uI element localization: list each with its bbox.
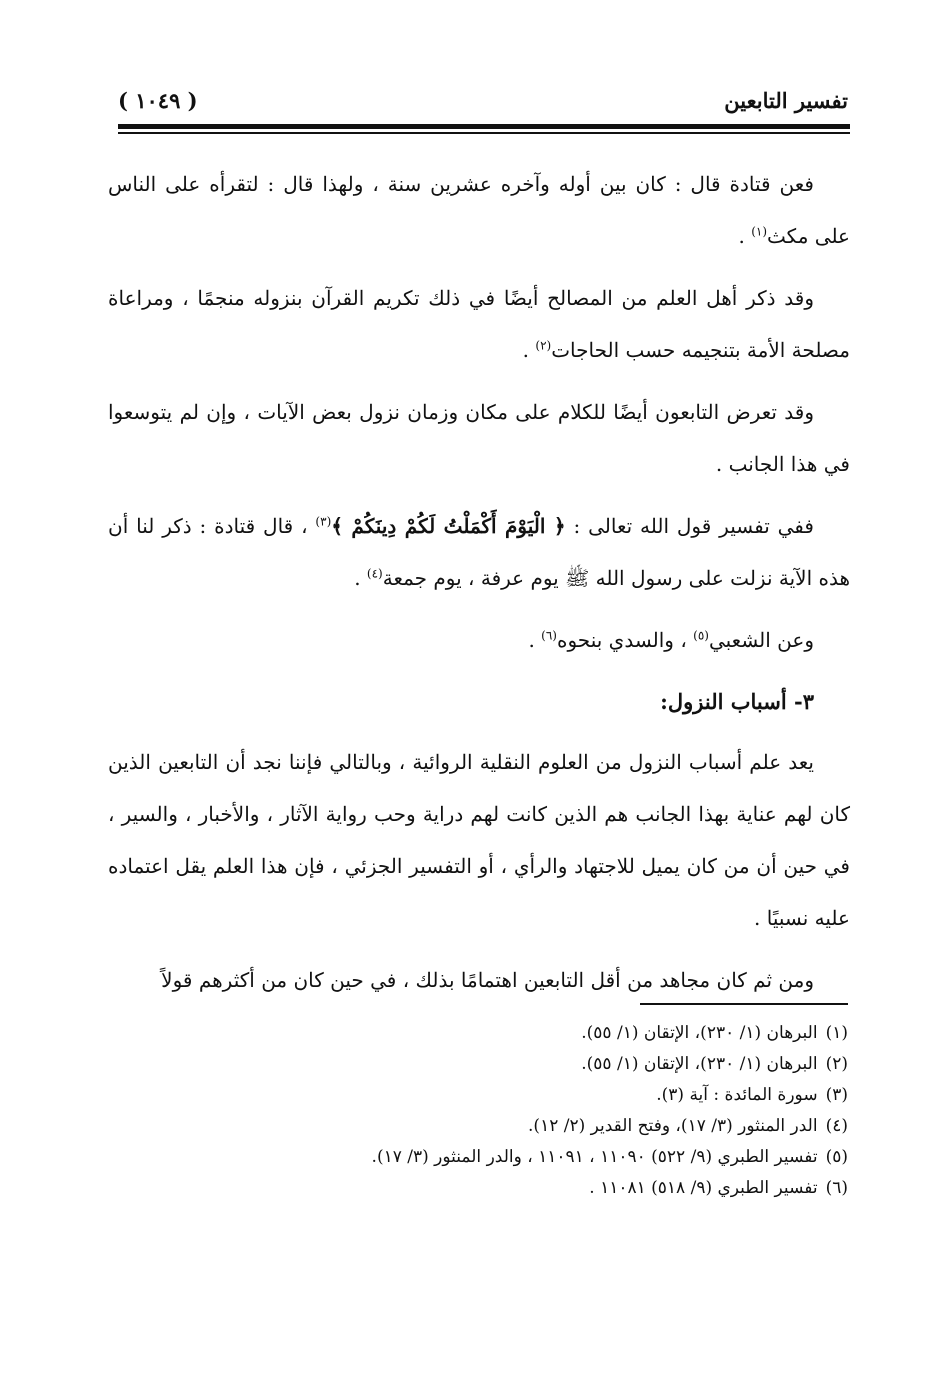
footnote-ref-1[interactable]: (١) <box>751 224 768 239</box>
footnote-separator <box>640 1003 848 1005</box>
book-title: تفسير التابعين <box>724 88 848 113</box>
footnote-3 <box>300 1080 848 1111</box>
footnote-text: تفسير الطبري (٩/ ٥١٨) ١١٠٨١ . <box>589 1178 818 1198</box>
paragraph-4: ففي تفسير قول الله تعالى : ﴿ الْيَوْمَ أَكْمَلْتُ لَكُمْ دِينَكُمْ ﴾$^{(٣)}$ ، قال قتادة : ذكر لنا أن هذه الآية نزلت على رسول الله ﷺ يوم عرفة ، يوم جمعة$^{(٤)}$ . <box>108 514 850 590</box>
footnote-number: (٤) <box>825 1116 848 1136</box>
header-rule-thin <box>118 132 850 134</box>
footnote-text: تفسير الطبري (٩/ ٥٢٢) ١١٠٩٠ ، ١١٠٩١ ، والدر المنثور (٣/ ١٧). <box>371 1147 818 1167</box>
footnote-4 <box>300 1111 848 1142</box>
footnote-ref-3[interactable]: (٣) <box>315 514 332 529</box>
footnote-ref-6[interactable]: (٦) <box>541 628 557 643</box>
footnote-2 <box>300 1049 848 1080</box>
page-number: ( ١٠٤٩ ) <box>118 88 198 113</box>
footnote-number: (٣) <box>825 1085 848 1105</box>
footnote-ref-4[interactable]: (٤) <box>366 566 383 581</box>
footnote-number: (٦) <box>825 1178 848 1198</box>
footnote-6 <box>300 1173 848 1204</box>
footnote-text: سورة المائدة : آية (٣). <box>656 1085 818 1105</box>
footnote-ref-2[interactable]: (٢) <box>535 338 552 353</box>
quran-verse: ﴿ الْيَوْمَ أَكْمَلْتُ لَكُمْ دِينَكُمْ ﴾ <box>331 514 566 538</box>
header-rule-thick <box>118 124 850 129</box>
footnote-5 <box>300 1142 848 1173</box>
paragraph-6: يعد علم أسباب النزول من العلوم النقلية الروائية ، وبالتالي فإننا نجد أن التابعين الذين كان لهم عناية بهذا الجانب هم الذين كانت لهم دراية وحب رواية الآثار ، والأخبار ، والسير ، في حين أن من كان يميل للاجتهاد والرأي ، أو التفسير الجزئي ، فإن هذا العلم يقل اعتماده عليه نسبيًا . <box>108 750 850 930</box>
footnote-number: (١) <box>825 1023 848 1043</box>
section-heading: ٣- أسباب النزول: <box>660 689 814 714</box>
paragraph-2: وقد ذكر أهل العلم من المصالح أيضًا في ذلك تكريم القرآن بنزوله منجمًا ، ومراعاة مصلحة الأمة بتنجيمه حسب الحاجات$^{(٢)}$ . <box>108 286 850 362</box>
main-text <box>108 158 850 1016</box>
paragraph-1: فعن قتادة قال : كان بين أوله وآخره عشرين سنة ، ولهذا قال : لتقرأه على الناس على مكث$^{(١)}$ . <box>108 172 850 248</box>
footnotes-list <box>300 1018 848 1204</box>
footnote-text: الدر المنثور (٣/ ١٧)، وفتح القدير (٢/ ١٢). <box>528 1116 818 1136</box>
paragraph-3: وقد تعرض التابعون أيضًا للكلام على مكان وزمان نزول بعض الآيات ، وإن لم يتوسعوا في هذا الجانب . <box>108 400 850 476</box>
paragraph-7: ومن ثم كان مجاهد من أقل التابعين اهتمامًا بذلك ، في حين كان من أكثرهم قولاً <box>161 968 814 992</box>
footnote-text: البرهان (١/ ٢٣٠)، الإتقان (١/ ٥٥). <box>581 1023 818 1043</box>
footnote-text: البرهان (١/ ٢٣٠)، الإتقان (١/ ٥٥). <box>581 1054 818 1074</box>
footnote-ref-5[interactable]: (٥) <box>693 628 709 643</box>
footnote-number: (٢) <box>825 1054 848 1074</box>
paragraph-5: وعن الشعبي$^{(٥)}$ ، والسدي بنحوه$^{(٦)}$ . <box>528 628 814 652</box>
running-header <box>118 86 848 120</box>
footnote-1 <box>300 1018 848 1049</box>
footnote-number: (٥) <box>825 1147 848 1167</box>
